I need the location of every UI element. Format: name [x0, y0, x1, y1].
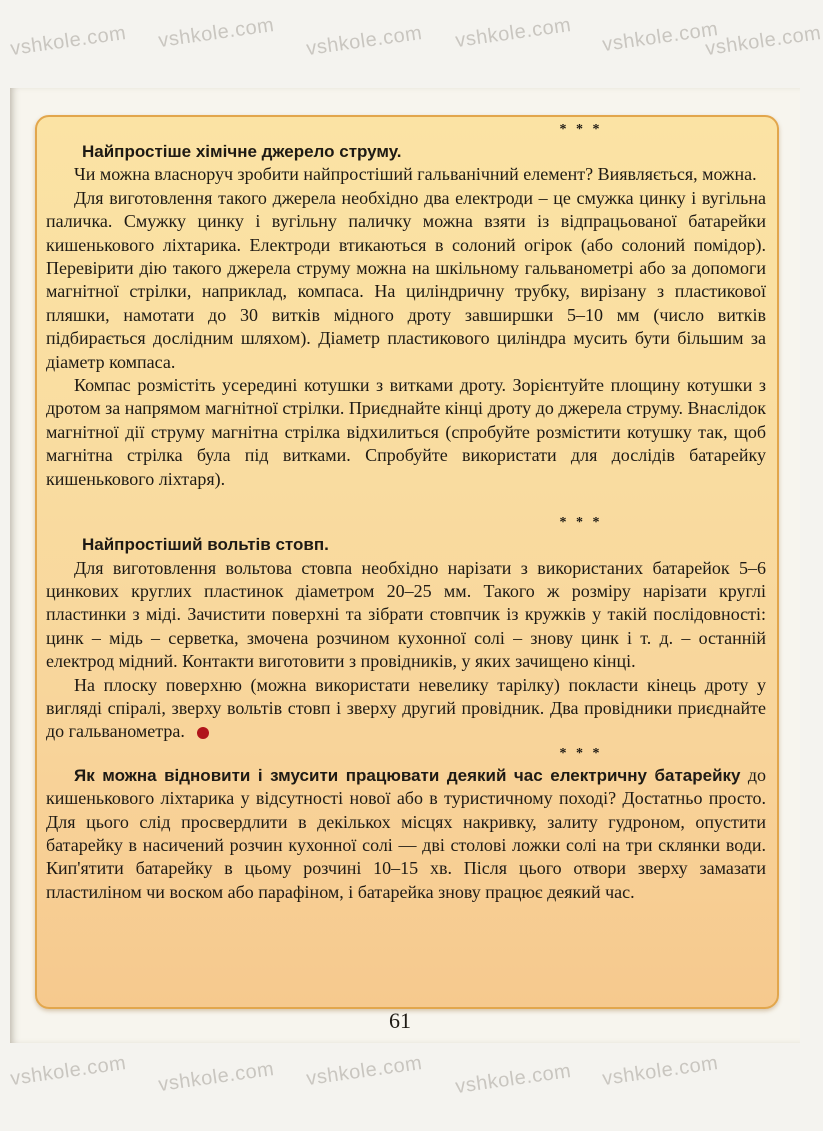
paragraph: Компас розмістіть усередині котушки з витками дроту. Зорієнтуйте площину котушки з дротом за напрямом магнітної стрілки. Приєднайте кінці дроту до джерела струму. Внаслідок магнітної дії струму магнітна стрілка відхилиться (спробуйте розмістити котушку так, щоб магнітна стрілка була під витками. Спробуйте використати для дослідів батарейку кишенькового ліхтаря). [46, 375, 766, 489]
section-divider: * * * [559, 745, 603, 761]
paragraph: Для виготовлення такого джерела необхідно два електроди – це смужка цинку і вугільна паличка. Смужку цинку і вугільну паличку можна взяти із відпрацьованої батарейки кишенькового ліхтарика. Електроди втикаються в солоний огірок (або солоний помідор). Перевірити дію такого джерела струму можна на шкільному гальванометрі або за допомоги магнітної стрілки, наприклад, компаса. На циліндричну трубку, вирізану з пластикової пляшки, намотати до 30 витків мідного дроту завширшки 5–10 мм (число витків підбирається дослідним шляхом). Діаметр пластикового циліндра мусить бути більшим за діаметр компаса. [46, 187, 766, 372]
paragraph [46, 764, 766, 904]
paragraph: Чи можна власноруч зробити найпростіший гальванічний елемент? Виявляється, можна. [74, 164, 757, 185]
section-divider: * * * [559, 515, 603, 531]
paragraph [46, 674, 766, 744]
section-heading: Найпростіший вольтів стовп. [82, 535, 329, 555]
watermark: vshkole.com [156, 13, 276, 53]
watermark: vshkole.com [304, 1051, 424, 1091]
page-number: 61 [389, 1008, 411, 1033]
watermark: vshkole.com [453, 1059, 573, 1099]
section-heading: Найпростіше хімічне джерело струму. [82, 142, 402, 161]
watermark: vshkole.com [703, 21, 823, 61]
watermark: vshkole.com [156, 1057, 276, 1097]
page-content [46, 120, 766, 904]
watermark: vshkole.com [304, 21, 424, 61]
red-dot-mark [197, 727, 209, 739]
paragraph-text: до кишенькового ліхтарика у відсутності нової або в туристичному поході? Достатньо просто. Для цього слід просвердлити в декількох місцях накривку, залиту гудроном, опустити батарейку в насичений розчин кухонної солі — дві столові ложки солі на три склянки води. Кип'ятити батарейку в цьому розчині 10–15 хв. Після цього отвори зверху замазати пластиліном чи воском або парафіном, і батарейка знову працює деякий час. [46, 764, 766, 902]
watermark: vshkole.com [8, 21, 128, 61]
watermark: vshkole.com [453, 13, 573, 53]
paragraph-text: На плоску поверхню (можна використати невелику тарілку) покласти кінець дроту у вигляді спіралі, зверху вольтів стовп і зверху другий провідник. Два провідники приєднайте до гальванометра. [46, 674, 766, 742]
section-divider: * * * [559, 122, 603, 137]
paragraph: Для виготовлення вольтова стовпа необхідно нарізати з використаних батарейок 5–6 цинкових круглих пластинок діаметром 20–25 мм. Такого ж розміру нарізати круглі пластинки з міді. Зачистити поверхні та зібрати стовпчик із кружків у такій послідовності: цинк – мідь – серветка, змочена розчином кухонної солі – знову цинк і т. д. – останній електрод мідний. Контакти виготовити з провідників, у яких зачищено кінці. [46, 557, 766, 672]
lead-question: Як можна відновити і змусити працювати деякий час електричну батарейку [74, 765, 741, 785]
watermark: vshkole.com [8, 1051, 128, 1091]
watermark: vshkole.com [600, 17, 720, 57]
watermark: vshkole.com [600, 1051, 720, 1091]
